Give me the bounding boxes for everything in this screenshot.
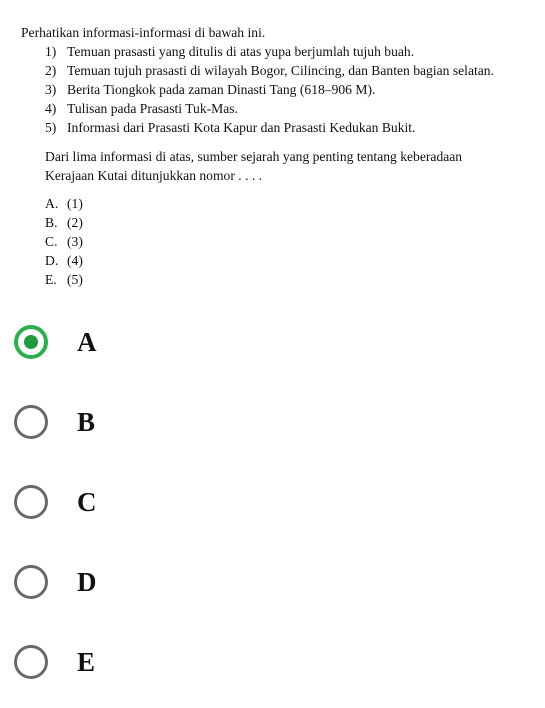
radio-button[interactable] [14,565,48,599]
answer-label-b: B [77,407,96,437]
statement-text: Temuan prasasti yang ditulis di atas yupa berjumlah tujuh buah. [67,44,415,59]
statement-item [45,80,375,99]
choice-text: (3) [67,234,83,249]
choice-letter: C. [45,234,58,249]
choice-item [45,270,83,289]
answer-option-b[interactable] [10,401,310,449]
statement-item [45,118,415,137]
answer-label-e: E [77,647,96,677]
choice-text: (4) [67,253,83,268]
statement-item [45,61,494,80]
choice-letter: E. [45,272,57,287]
choice-item [45,232,83,251]
statement-number: 3) [45,82,57,97]
statement-number: 2) [45,63,57,78]
radio-button[interactable] [14,405,48,439]
answer-label-c: C [77,487,97,517]
answer-option-e[interactable] [10,641,310,689]
answer-option-a[interactable] [10,321,310,369]
question-prompt-line: Kerajaan Kutai ditunjukkan nomor . . . . [45,168,263,183]
answer-label-a: A [77,327,97,357]
choice-item [45,194,83,213]
choice-letter: B. [45,215,58,230]
answer-option-d[interactable] [10,561,310,609]
choice-text: (2) [67,215,83,230]
choice-text: (1) [67,196,83,211]
statement-text: Temuan tujuh prasasti di wilayah Bogor, Cilincing, dan Banten bagian selatan. [67,63,494,78]
choice-letter: A. [45,196,59,211]
statement-number: 1) [45,44,57,59]
answer-option-c[interactable] [10,481,310,529]
radio-button-selected[interactable] [14,325,48,359]
question-prompt-line: Dari lima informasi di atas, sumber sejarah yang penting tentang keberadaan [45,149,463,164]
choice-item [45,251,83,270]
choice-letter: D. [45,253,59,268]
radio-button[interactable] [14,485,48,519]
statement-number: 4) [45,101,57,116]
choice-item [45,213,83,232]
answer-options [0,300,545,700]
statement-number: 5) [45,120,57,135]
radio-dot-icon [24,335,38,349]
answer-label-d: D [77,567,97,597]
radio-button[interactable] [14,645,48,679]
statement-item [45,42,414,61]
statement-text: Berita Tiongkok pada zaman Dinasti Tang (618–906 M). [67,82,376,97]
statement-text: Tulisan pada Prasasti Tuk-Mas. [67,101,238,116]
statement-text: Informasi dari Prasasti Kota Kapur dan Prasasti Kedukan Bukit. [67,120,416,135]
choice-text: (5) [67,272,83,287]
question-intro: Perhatikan informasi-informasi di bawah ini. [21,25,266,40]
statement-item [45,99,238,118]
